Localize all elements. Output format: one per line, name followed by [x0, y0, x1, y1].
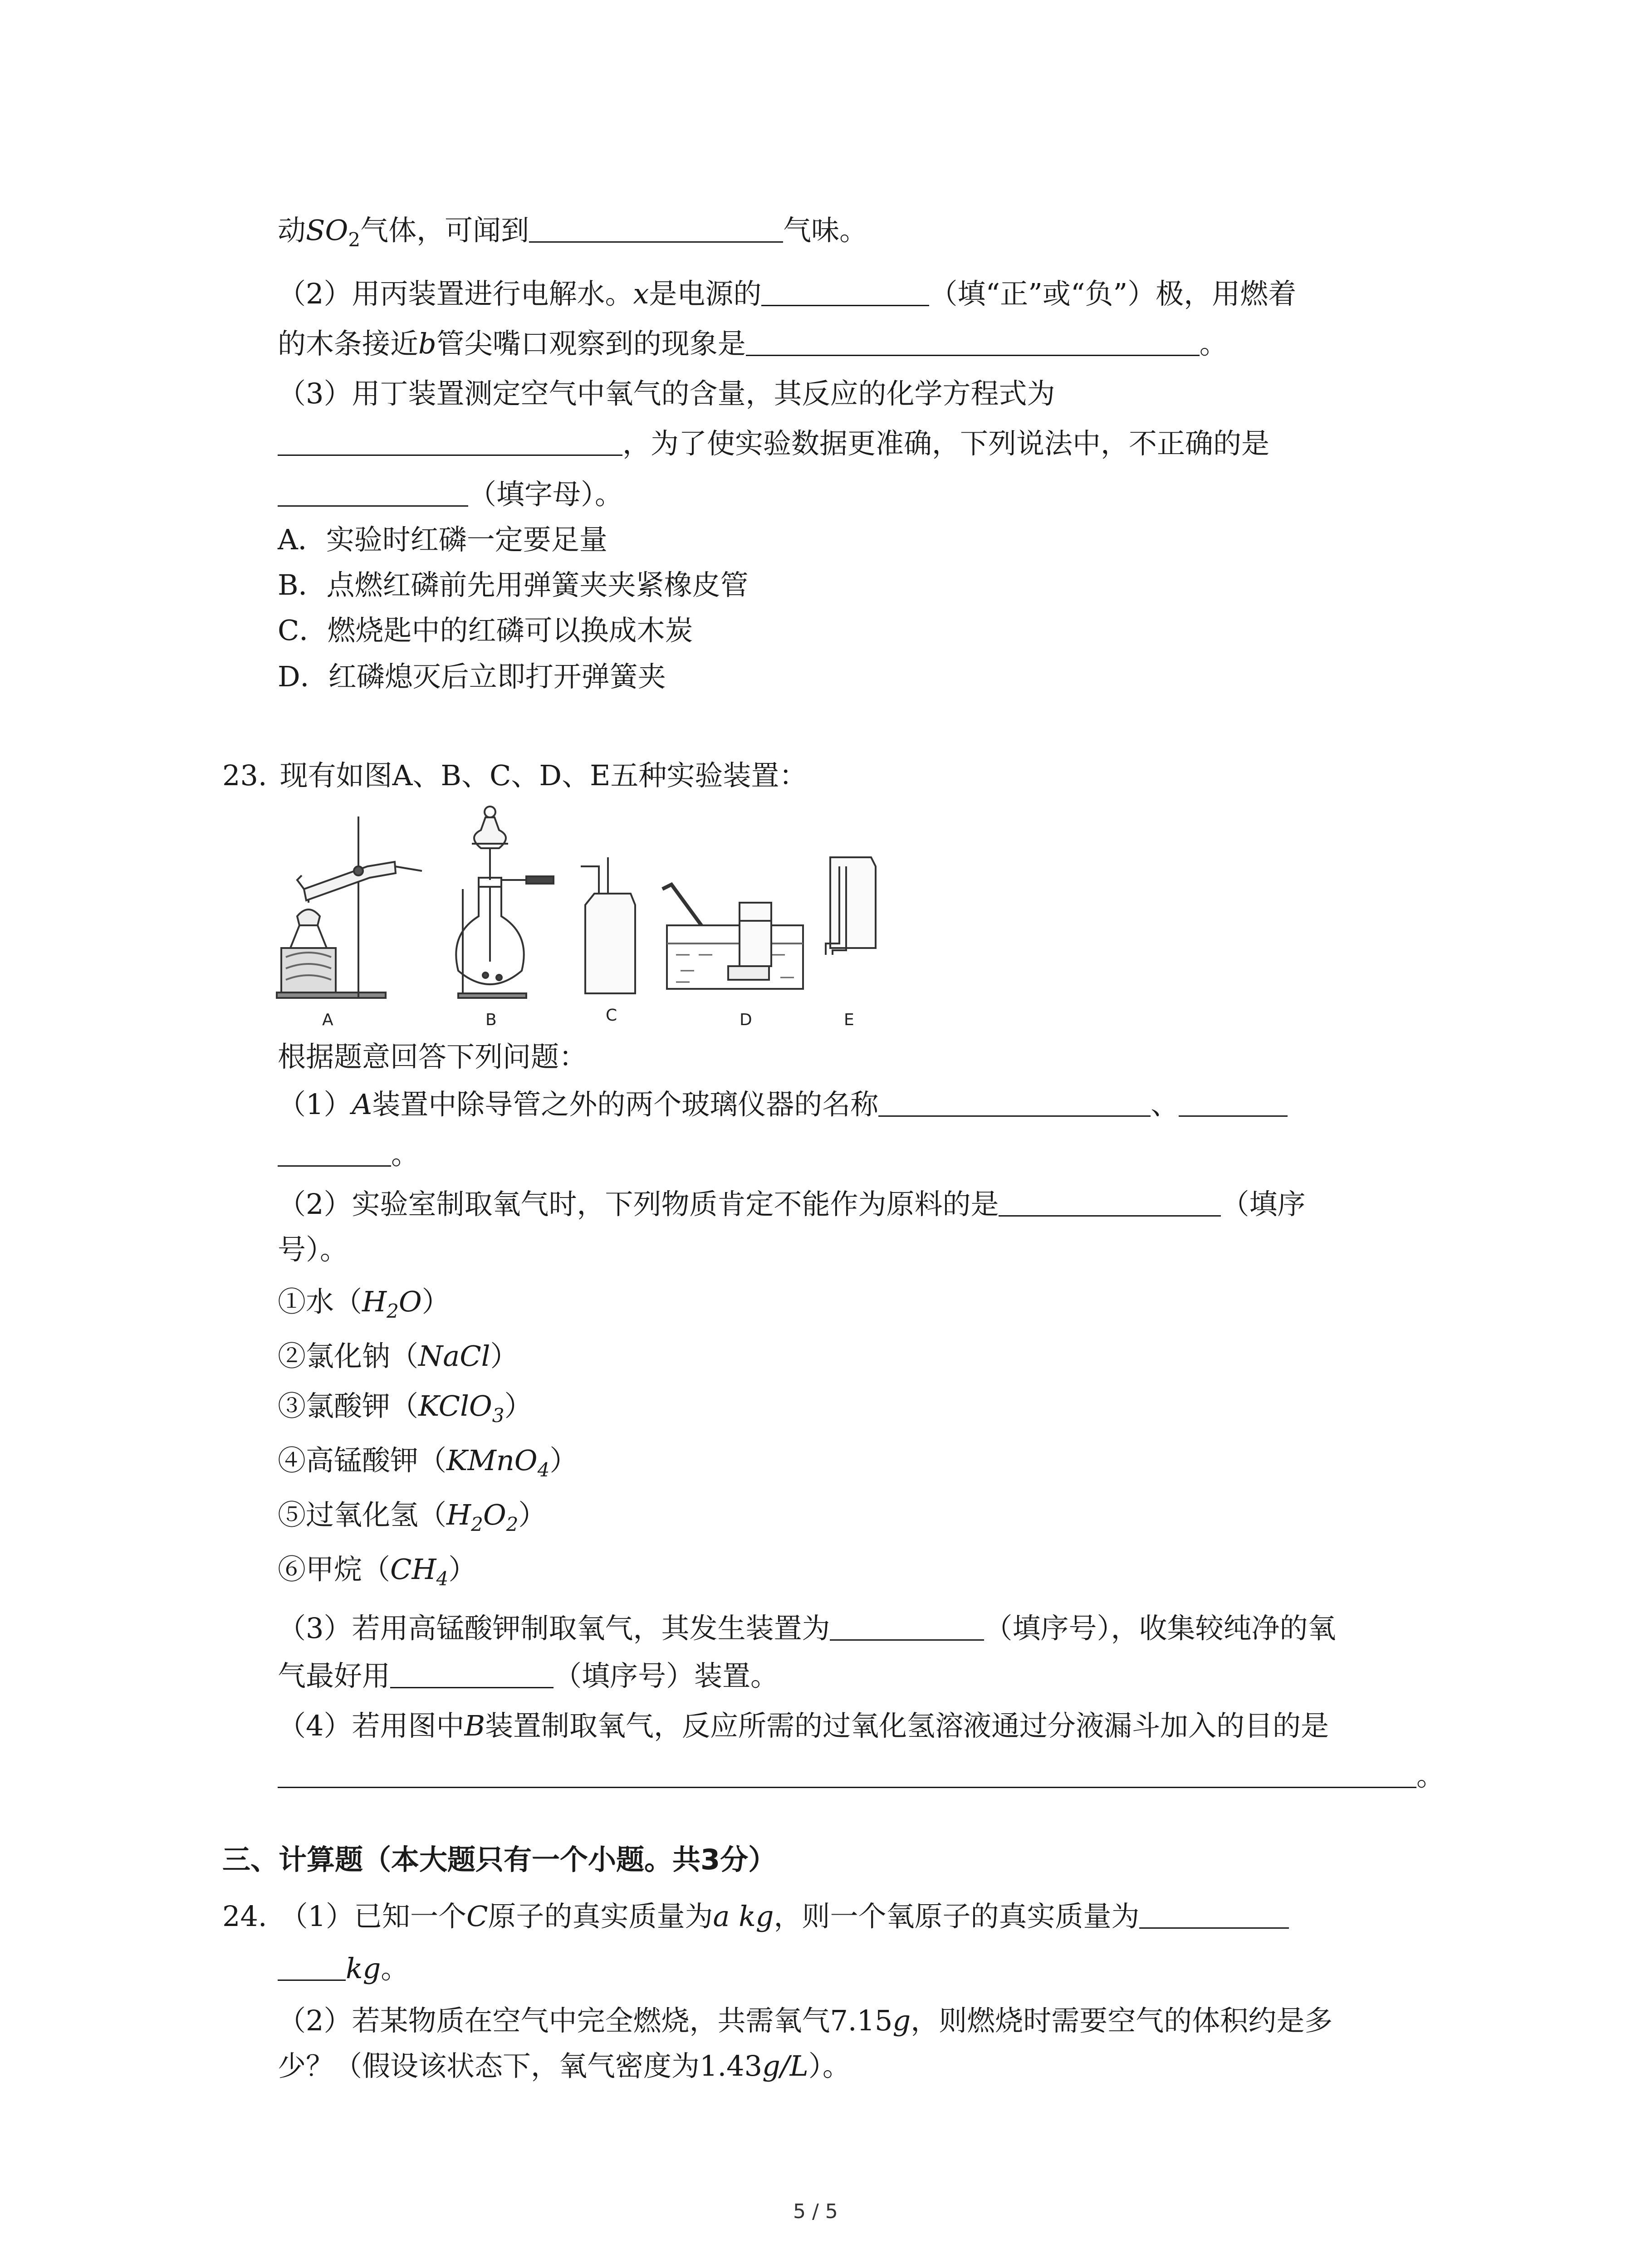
q22-part3-line3: （填字母）。 [278, 476, 623, 513]
q23-collector-blank[interactable] [390, 1659, 554, 1688]
q22-smell-blank[interactable] [529, 213, 783, 243]
q23-item-6: ⑥甲烷$(CH_4)$ [278, 1553, 477, 1590]
section-3-heading: 三、计算题（本大题只有一个小题。共3分） [222, 1843, 777, 1876]
q22-line1: 动$SO_2$气体，可闻到 气味。 [278, 214, 868, 251]
q23-instrument2-blank-end[interactable] [278, 1137, 391, 1167]
apparatus-c [581, 857, 635, 993]
q23-part2-line1: （2）实验室制取氧气时，下列物质肯定不能作为原料的是 （填序 [278, 1188, 1306, 1221]
q24-part1-line2: kg。 [278, 1950, 409, 1987]
label-e: E [844, 1011, 854, 1029]
q23-instrument1-blank[interactable] [878, 1087, 1151, 1117]
q23-purpose-blank[interactable] [278, 1759, 1416, 1788]
q23-title: 23. 现有如图A、B、C、D、E五种实验装置： [222, 759, 808, 792]
apparatus-b [456, 807, 554, 998]
q23-generator-blank[interactable] [830, 1611, 984, 1641]
q22-electrode-blank[interactable] [761, 277, 929, 306]
q23-part1-line2: 。 [278, 1136, 419, 1173]
q23-part4-line1: （4）若用图中B装置制取氧气，反应所需的过氧化氢溶液通过分液漏斗加入的目的是 [278, 1709, 1329, 1742]
q23-instrument2-blank-start[interactable] [1179, 1087, 1288, 1117]
q23-part3-line1: （3）若用高锰酸钾制取氧气，其发生装置为 （填序号），收集较纯净的氧 [278, 1612, 1336, 1645]
q24-part2-line1: （2）若某物质在空气中完全燃烧，共需氧气7.15g，则燃烧时需要空气的体积约是多 [278, 2004, 1333, 2037]
q23-item-2: ②氯化钠（NaCl） [278, 1339, 519, 1373]
q23-part3-line2: 气最好用 （填序号）装置。 [278, 1659, 779, 1692]
q24-part1-line1: 24. （1）已知一个C原子的真实质量为a kg，则一个氧原子的真实质量为 [222, 1898, 1289, 1935]
apparatus-a [277, 816, 422, 998]
apparatus-figure [272, 798, 998, 1034]
q24-part2-line2: 少？（假设该状态下，氧气密度为1.43g/L）。 [278, 2049, 851, 2082]
label-b: B [485, 1011, 497, 1029]
q22-option-c: C．燃烧匙中的红磷可以换成木炭 [278, 614, 693, 647]
q24-oxygen-mass-blank-start[interactable] [1139, 1899, 1289, 1929]
q23-item-4: ④高锰酸钾（KMnO$_4$） [278, 1444, 578, 1481]
q22-option-a: A．实验时红磷一定要足量 [278, 523, 607, 556]
page-number: 5 / 5 [793, 2200, 838, 2223]
q23-material-blank[interactable] [999, 1187, 1221, 1217]
label-c: C [606, 1006, 617, 1025]
q22-part2-line2: 的木条接近b管尖嘴口观察到的现象是 。 [278, 327, 1228, 360]
q22-letter-blank[interactable] [278, 477, 468, 507]
q23-item-5: ⑤过氧化氢$(H_2O_2)$ [278, 1498, 547, 1535]
q23-intro: 根据题意回答下列问题： [278, 1040, 588, 1073]
apparatus-e [826, 857, 876, 955]
q24-oxygen-mass-blank-end[interactable] [278, 1951, 346, 1981]
q22-part2-line1: （2）用丙装置进行电解水。x是电源的 （填“正”或“负”）极，用燃着 [278, 277, 1297, 310]
q23-part2-line2: 号）。 [278, 1233, 348, 1266]
q22-option-b: B．点燃红磷前先用弹簧夹夹紧橡皮管 [278, 568, 749, 601]
apparatus-d [662, 885, 803, 989]
q22-part3-line1: （3）用丁装置测定空气中氧气的含量，其反应的化学方程式为 [278, 377, 1055, 410]
q22-phenomenon-blank[interactable] [746, 327, 1200, 356]
q23-part4-line2: 。 [278, 1758, 1445, 1794]
q22-part3-line2: ，为了使实验数据更准确，下列说法中，不正确的是 [278, 425, 1269, 462]
q22-option-d: D．红磷熄灭后立即打开弹簧夹 [278, 660, 666, 693]
q22-equation-blank[interactable] [278, 426, 622, 456]
label-a: A [322, 1011, 333, 1029]
q23-part1-line1: （1）A装置中除导管之外的两个玻璃仪器的名称 、 [278, 1086, 1288, 1123]
q23-item-3: ③氯酸钾（KClO$_3$） [278, 1389, 533, 1427]
label-d: D [740, 1011, 752, 1029]
q23-item-1: ①水$(H_2O)$ [278, 1285, 450, 1322]
